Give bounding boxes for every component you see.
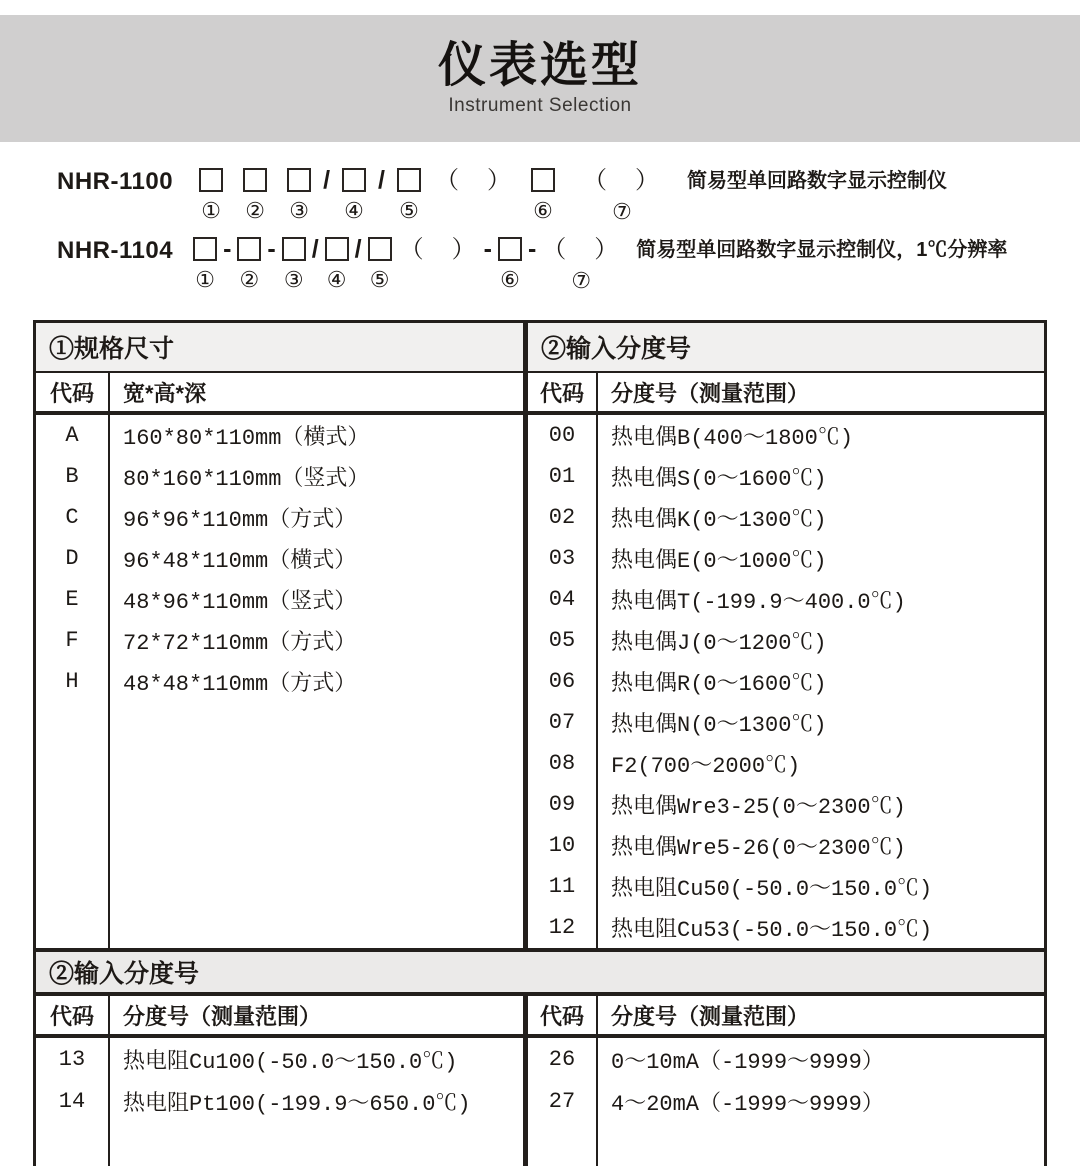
circled-number-empty — [355, 270, 361, 292]
paren-placeholder: （ ） — [582, 167, 661, 194]
code-separator-slot — [221, 237, 233, 292]
code-separator-slot — [376, 168, 387, 223]
code-value: 05 — [528, 620, 598, 661]
circled-number: ① — [195, 267, 215, 292]
code-value: 27 — [528, 1080, 598, 1122]
model-name: NHR-1104 — [57, 237, 174, 264]
circled-number: ④ — [326, 267, 347, 292]
code-value: 10 — [528, 825, 598, 866]
code-value: 12 — [528, 907, 598, 948]
circled-number: ③ — [289, 198, 309, 223]
table-row — [36, 661, 523, 702]
model-description: 简易型单回路数字显示控制仪，1℃分辨率 — [636, 239, 1008, 261]
description-value: 热电偶K(0～1300℃) — [611, 508, 827, 533]
graduation-rows-left — [36, 1038, 523, 1122]
separator-text: / — [311, 235, 319, 263]
table-row — [36, 456, 523, 497]
section-title-input-graduation-2: ②输入分度号 — [49, 960, 200, 988]
catalog-page — [0, 15, 1080, 1166]
circled-number: ⑥ — [533, 198, 553, 223]
code-separator-slot — [538, 237, 624, 292]
code-value: F — [36, 620, 110, 661]
table-row — [528, 620, 1044, 661]
code-value: 07 — [528, 702, 598, 743]
model-code-tokens — [189, 168, 675, 223]
graduation-panel-left — [36, 996, 528, 1166]
table-row — [528, 661, 1044, 702]
description-value: 80*160*110mm（竖式） — [123, 467, 370, 492]
table-row — [36, 579, 523, 620]
circled-number-empty — [312, 270, 318, 292]
range-column-header: 分度号（测量范围） — [611, 1003, 810, 1029]
code-box — [498, 237, 522, 261]
empty-filler — [36, 702, 523, 948]
circled-number: ③ — [283, 267, 304, 292]
code-box-slot — [278, 237, 310, 291]
table-section-1 — [36, 323, 1044, 948]
table-row — [528, 907, 1044, 948]
code-value: H — [36, 661, 110, 702]
circled-number-empty — [378, 201, 384, 223]
page-subtitle: Instrument Selection — [448, 94, 632, 116]
circled-number: ② — [239, 267, 260, 292]
code-value: A — [36, 415, 110, 456]
table-row — [528, 866, 1044, 907]
table-row — [528, 784, 1044, 825]
column-headers — [36, 996, 523, 1038]
empty-filler — [528, 1122, 1044, 1166]
code-box-slot — [332, 168, 376, 222]
code-box-slot — [517, 168, 569, 222]
code-separator-slot — [321, 168, 332, 223]
code-box-slot — [189, 237, 221, 291]
description-value: 热电偶T(-199.9～400.0℃) — [611, 590, 906, 615]
table-row — [528, 825, 1044, 866]
description-value: 160*80*110mm（横式） — [123, 426, 370, 451]
code-value: 00 — [528, 415, 598, 456]
table-row — [528, 1080, 1044, 1122]
code-value: 02 — [528, 497, 598, 538]
column-headers — [36, 373, 523, 415]
model-line-nhr-1100 — [57, 168, 1080, 223]
code-separator-slot — [482, 237, 494, 292]
code-value: B — [36, 456, 110, 497]
circled-number: ⑥ — [500, 267, 520, 292]
code-box-slot — [364, 237, 396, 291]
table-row — [36, 1080, 523, 1122]
code-value: 14 — [36, 1080, 110, 1122]
model-ordering-codes — [0, 142, 1080, 292]
circled-number-empty — [485, 270, 491, 292]
circled-number-empty — [323, 201, 329, 223]
table-row — [528, 456, 1044, 497]
separator-text: / — [378, 166, 385, 194]
code-separator-slot — [265, 237, 277, 292]
empty-filler — [36, 1122, 523, 1166]
code-separator-slot — [431, 168, 517, 223]
range-column-header: 分度号（测量范围） — [611, 380, 810, 406]
description-value: 热电阻Cu53(-50.0～150.0℃) — [611, 918, 933, 943]
code-column-header: 代码 — [528, 996, 598, 1034]
input-graduation-rows — [528, 415, 1044, 948]
empty-desc-cell — [110, 1122, 523, 1166]
description-value: 48*48*110mm（方式） — [123, 672, 357, 697]
table-row — [528, 497, 1044, 538]
description-value: 48*96*110mm（竖式） — [123, 590, 357, 615]
code-value: 08 — [528, 743, 598, 784]
table-row — [528, 415, 1044, 456]
size-column-header: 宽*高*深 — [123, 380, 207, 406]
section-title-input-graduation: ②输入分度号 — [528, 323, 1044, 373]
code-separator-slot — [310, 237, 321, 292]
description-value: 0～10mA（-1999～9999） — [611, 1049, 884, 1075]
code-box-slot — [387, 168, 431, 222]
model-name: NHR-1100 — [57, 168, 174, 195]
description-value: 热电偶B(400～1800℃) — [611, 426, 854, 451]
selection-table — [33, 320, 1047, 1166]
code-separator-slot — [526, 237, 538, 292]
circled-number: ② — [245, 198, 265, 223]
circled-number: ④ — [344, 198, 364, 223]
code-box — [531, 168, 555, 192]
model-code-tokens — [189, 237, 624, 292]
description-value: 72*72*110mm（方式） — [123, 631, 357, 656]
paren-placeholder: （ ） — [434, 167, 513, 194]
separator-text: - — [483, 235, 492, 263]
code-box — [282, 237, 306, 261]
circled-number: ⑦ — [612, 199, 632, 224]
spec-size-panel — [36, 323, 528, 948]
description-value: 4～20mA（-1999～9999） — [611, 1091, 884, 1117]
code-value: 11 — [528, 866, 598, 907]
table-row — [36, 620, 523, 661]
code-value: 03 — [528, 538, 598, 579]
code-box — [243, 168, 267, 192]
table-row — [36, 415, 523, 456]
code-separator-slot — [353, 237, 364, 292]
table-row — [36, 497, 523, 538]
code-box — [199, 168, 223, 192]
code-box-slot — [233, 237, 265, 291]
section-title-spec-size: ①规格尺寸 — [36, 323, 523, 373]
code-box-slot — [321, 237, 353, 291]
column-headers — [528, 373, 1044, 415]
code-separator-slot — [396, 237, 482, 292]
code-box-slot — [494, 237, 526, 291]
description-value: 热电阻Pt100(-199.9～650.0℃) — [123, 1091, 471, 1117]
description-value: 热电偶Wre5-26(0～2300℃) — [611, 836, 906, 861]
circled-number: ⑤ — [369, 267, 390, 292]
page-title: 仪表选型 — [437, 39, 642, 93]
empty-desc-cell — [110, 702, 523, 948]
code-value: 13 — [36, 1038, 110, 1080]
circled-number-empty — [436, 270, 442, 292]
circled-number-empty — [529, 270, 535, 292]
table-row — [528, 702, 1044, 743]
separator-text: - — [527, 235, 537, 263]
description-value: 96*48*110mm（横式） — [123, 549, 357, 574]
separator-text: / — [354, 235, 362, 263]
separator-text: - — [267, 235, 276, 263]
circled-number: ⑦ — [571, 268, 592, 293]
empty-code-cell — [36, 702, 110, 948]
code-value: 04 — [528, 579, 598, 620]
table-row — [528, 579, 1044, 620]
table-row — [528, 1038, 1044, 1080]
code-value: D — [36, 538, 110, 579]
description-value: 热电偶E(0～1000℃) — [611, 549, 827, 574]
description-value: 热电阻Cu50(-50.0～150.0℃) — [611, 877, 933, 902]
paren-placeholder: （ ） — [399, 236, 478, 263]
code-box — [397, 168, 421, 192]
code-column-header: 代码 — [36, 373, 110, 411]
page-banner — [0, 15, 1080, 142]
empty-desc-cell — [598, 1122, 1044, 1166]
graduation-rows-right — [528, 1038, 1044, 1122]
model-line-nhr-1104 — [57, 237, 1080, 292]
code-box — [237, 237, 261, 261]
code-box — [193, 237, 217, 261]
code-value: 09 — [528, 784, 598, 825]
description-value: F2(700～2000℃) — [611, 754, 801, 779]
code-box-slot — [189, 168, 233, 222]
empty-code-cell — [528, 1122, 598, 1166]
circled-number-empty — [268, 270, 274, 292]
description-value: 热电偶N(0～1300℃) — [611, 713, 827, 738]
section2-header-band — [36, 948, 1044, 996]
description-value: 热电阻Cu100(-50.0～150.0℃) — [123, 1049, 458, 1075]
circled-number-empty — [471, 201, 477, 223]
empty-code-cell — [36, 1122, 110, 1166]
code-value: E — [36, 579, 110, 620]
code-box — [368, 237, 392, 261]
table-row — [36, 538, 523, 579]
table-row — [528, 538, 1044, 579]
description-value: 96*96*110mm（方式） — [123, 508, 357, 533]
separator-text: - — [223, 235, 232, 263]
column-headers — [528, 996, 1044, 1038]
circled-number-empty — [224, 270, 230, 292]
code-box — [325, 237, 349, 261]
description-value: 热电偶Wre3-25(0～2300℃) — [611, 795, 906, 820]
code-value: 06 — [528, 661, 598, 702]
input-graduation-panel — [528, 323, 1044, 948]
table-row — [528, 743, 1044, 784]
description-value: 热电偶J(0～1200℃) — [611, 631, 827, 656]
table-row — [36, 1038, 523, 1080]
paren-placeholder: （ ） — [542, 236, 621, 263]
code-column-header: 代码 — [528, 373, 598, 411]
description-value: 热电偶R(0～1600℃) — [611, 672, 827, 697]
code-value: 26 — [528, 1038, 598, 1080]
circled-number: ⑤ — [399, 198, 419, 223]
code-value: 01 — [528, 456, 598, 497]
code-box-slot — [233, 168, 277, 222]
model-description: 简易型单回路数字显示控制仪 — [686, 170, 947, 192]
spec-size-rows — [36, 415, 523, 702]
code-box — [287, 168, 311, 192]
code-box-slot — [277, 168, 321, 222]
range-column-header: 分度号（测量范围） — [123, 1003, 322, 1029]
code-value: C — [36, 497, 110, 538]
code-separator-slot — [569, 168, 675, 223]
circled-number: ① — [201, 198, 221, 223]
code-box — [342, 168, 366, 192]
graduation-panel-right — [528, 996, 1044, 1166]
description-value: 热电偶S(0～1600℃) — [611, 467, 827, 492]
separator-text: / — [323, 166, 331, 194]
code-column-header: 代码 — [36, 996, 110, 1034]
table-section-2 — [36, 996, 1044, 1166]
